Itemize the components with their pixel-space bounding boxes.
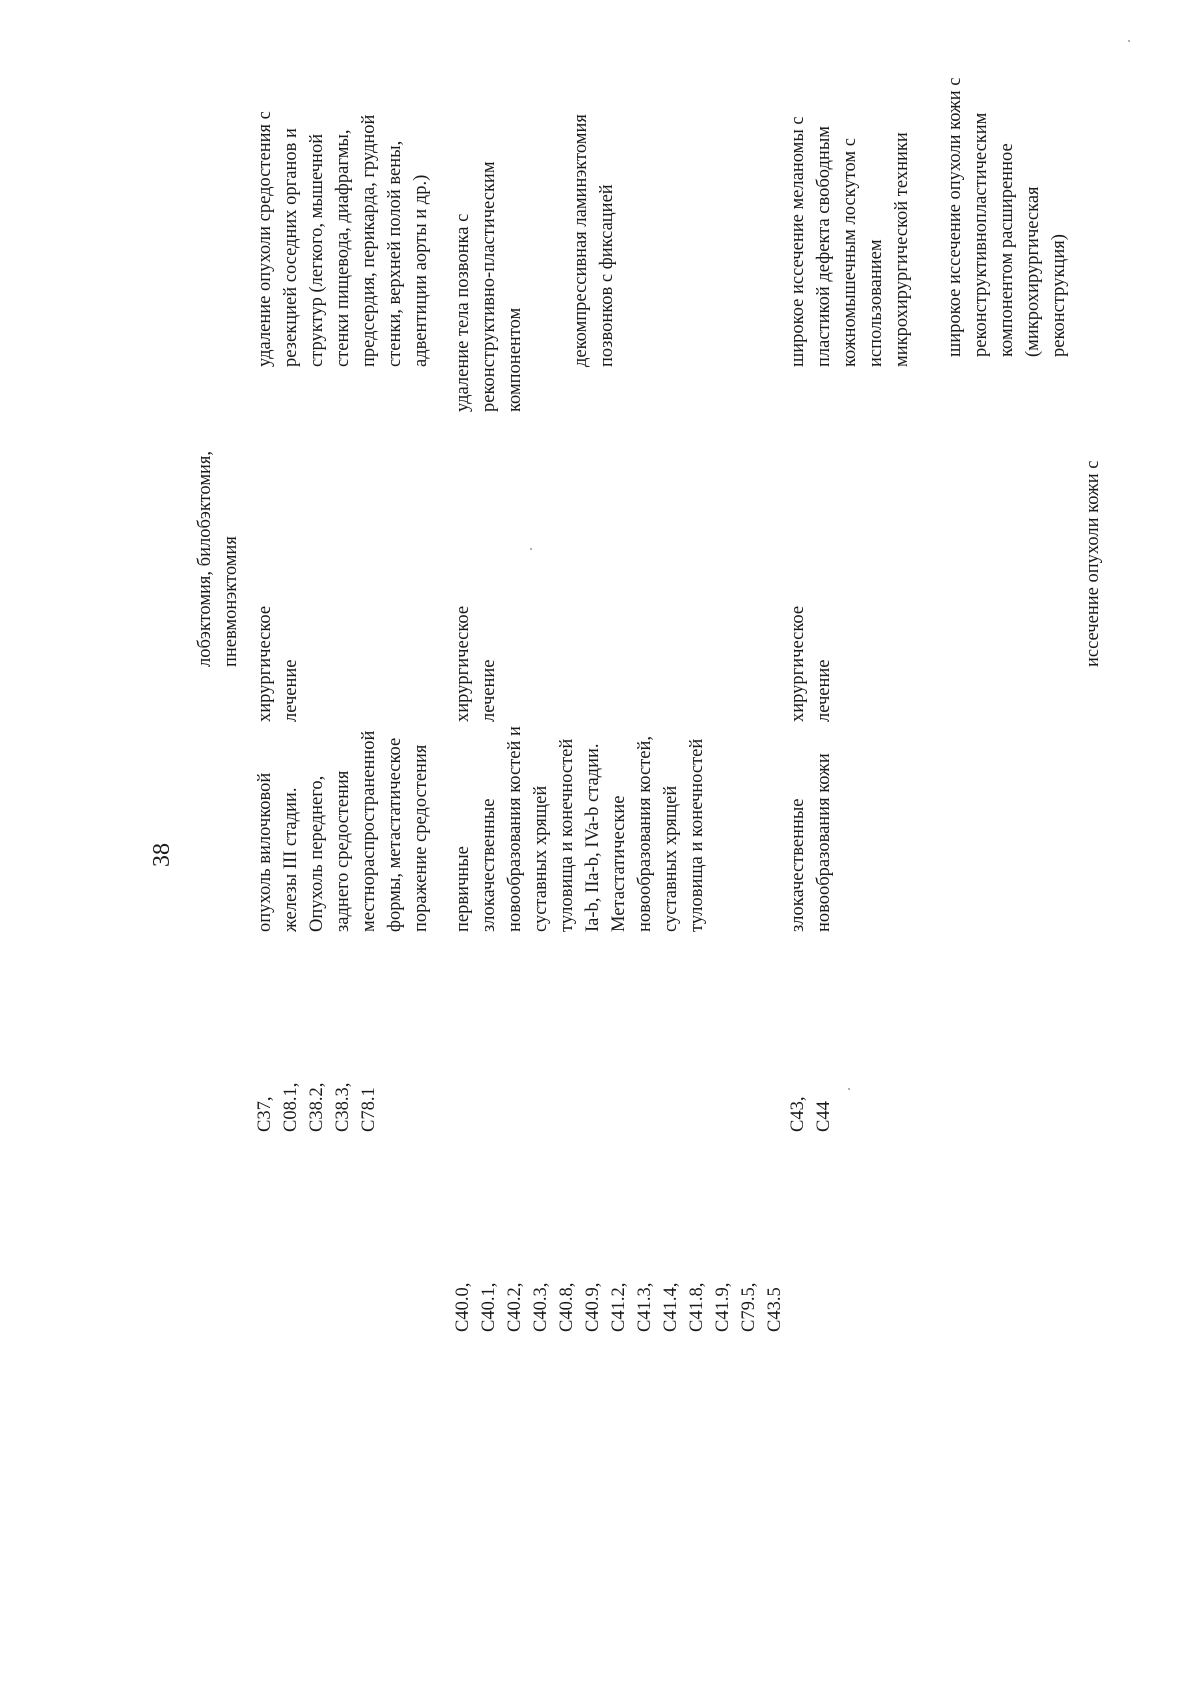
scan-speck [1128,40,1130,42]
diagnosis-text: первичные злокачественные новообразования костей и суставных хрящей туловища и конечностей Ia-b, IIa-b, IVa-b стадии. Метастатические новообразования костей, суставных хрящей туловища и конечностей [453,726,707,932]
methods-text: иссечение опухоли кожи с [1083,460,1103,667]
scan-speck [848,1088,850,1090]
icd-codes: C40.0, C40.1, C40.2, C40.3, C40.8, C40.9, C41.2, C41.3, C41.4, C41.8, C41.9, C79.5, C43.5 [453,1282,785,1332]
methods-text: широкое иссечение опухоли кожи с реконструктивнопластическим компонентом расширенное (микрохирургическая реконструкция) [945,77,1069,357]
scan-speck [530,548,532,550]
treatment-type: хирургическое лечение [788,605,834,722]
treatment-type: хирургическое лечение [255,605,301,722]
icd-codes: C43, C44 [788,1096,834,1132]
methods-text: декомпрессивная ламинэктомия позвонков с фиксацией [571,114,617,367]
icd-codes: C37, C08.1, C38.2, C38.3, C78.1 [255,1082,379,1132]
methods-text: удаление опухоли средостения с резекцией соседних органов и структур (легкого, мышечной стенки пищевода, диафрагмы, предсердия, перикарда, грудной стенки, верхней полой вены, адвентиции аорты и др.) [255,111,431,367]
methods-text: лобэктомия, билобэктомия, пневмонэктомия [195,450,241,667]
page-number: 38 [149,843,175,867]
treatment-type: хирургическое лечение [453,605,499,722]
methods-text: широкое иссечение меланомы с пластикой дефекта свободным кожномышечным лоскутом с использованием микрохирургической техники [788,116,912,367]
diagnosis-text: злокачественные новообразования кожи [788,753,834,932]
methods-text: удаление тела позвонка с реконструктивно-пластическим компонентом [453,161,525,412]
diagnosis-text: опухоль вилочковой железы III стадии. Опухоль переднего, заднего средостения местнораспространенной формы, метастатическое поражение средостения [255,730,431,932]
